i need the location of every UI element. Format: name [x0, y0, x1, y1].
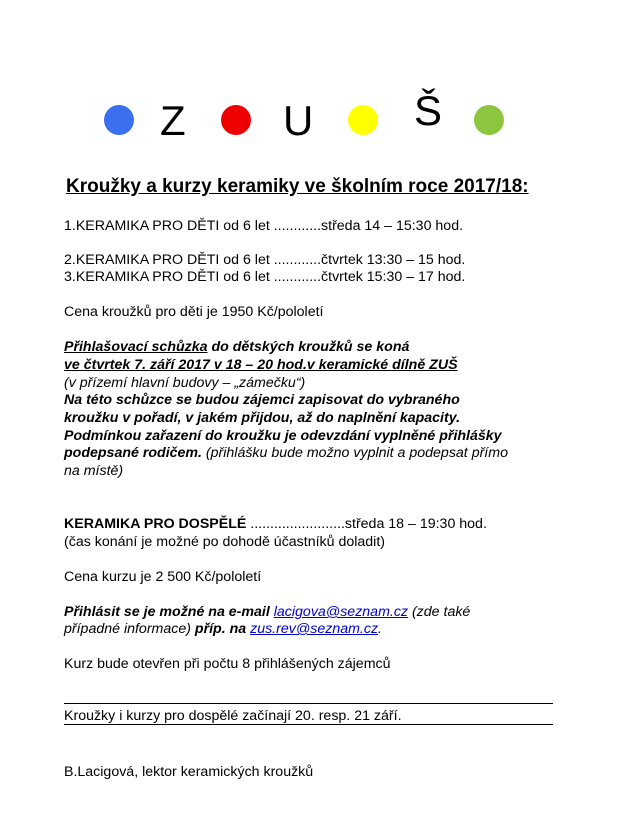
- adult-price: Cena kurzu je 2 500 Kč/pololetí: [64, 569, 262, 585]
- email-link-lacigova[interactable]: lacigova@seznam.cz: [273, 604, 409, 620]
- course-opening: Kurz bude otevřen při počtu 8 přihlášených zájemců: [64, 656, 391, 672]
- meeting-heading: Přihlašovací schůzka: [64, 339, 208, 355]
- register-bold: Přihlásit se je možné na e-mail: [64, 604, 274, 620]
- meeting-text-4-rest: (přihlášku bude možno vyplnit a podepsat přímo: [201, 445, 508, 461]
- meeting-heading-rest: do dětských kroužků se koná: [207, 339, 410, 355]
- green-dot: [474, 105, 504, 135]
- divider-bottom: [64, 724, 553, 725]
- divider-top: [64, 703, 553, 704]
- meeting-heading-line: [64, 338, 409, 356]
- register-line-2: [64, 620, 382, 638]
- blue-dot: [104, 105, 134, 135]
- meeting-text-5: na místě): [64, 463, 124, 479]
- email-link-zus[interactable]: zus.rev@seznam.cz: [250, 621, 379, 637]
- logo-letter-s: Š: [414, 87, 443, 134]
- meeting-text-2: kroužku v pořadí, v jakém přijdou, až do naplnění kapacity.: [64, 410, 461, 426]
- register-line-1: [64, 603, 470, 621]
- logo-letter-z: Z: [160, 97, 186, 144]
- course-3: 3.KERAMIKA PRO DĚTI od 6 let ............čtvrtek 15:30 – 17 hod.: [64, 269, 466, 285]
- meeting-text-1: Na této schůzce se budou zájemci zapisovat do vybraného: [64, 392, 460, 408]
- page-title: Kroužky a kurzy keramiky ve školním roce 2017/18:: [66, 176, 529, 197]
- register-rest: (zde také: [408, 604, 471, 620]
- meeting-location: (v přízemí hlavní budovy – „zámečku“): [64, 375, 306, 391]
- meeting-text-3: Podmínkou zařazení do kroužku je odevzdání vyplněné přihlášky: [64, 428, 502, 444]
- adult-course: [64, 515, 487, 533]
- course-1: 1.KERAMIKA PRO DĚTI od 6 let ............středa 14 – 15:30 hod.: [64, 218, 464, 234]
- course-2: 2.KERAMIKA PRO DĚTI od 6 let ............čtvrtek 13:30 – 15 hod.: [64, 252, 466, 268]
- register-alt: příp. na: [194, 621, 251, 637]
- signature: B.Lacigová, lektor keramických kroužků: [64, 764, 314, 780]
- meeting-text-4: [64, 444, 508, 462]
- start-note: Kroužky i kurzy pro dospělé začínají 20. resp. 21 září.: [64, 708, 402, 724]
- red-dot: [221, 105, 251, 135]
- yellow-dot: [348, 105, 378, 135]
- adult-course-time: ........................středa 18 – 19:30 hod.: [246, 516, 487, 532]
- register-info: případné informace): [64, 621, 195, 637]
- meeting-date: ve čtvrtek 7. září 2017 v 18 – 20 hod.v keramické dílně ZUŠ: [64, 357, 458, 373]
- logo-letter-u: U: [283, 97, 314, 144]
- adult-note: (čas konání je možné po dohodě účastníků doladit): [64, 534, 385, 550]
- child-price: Cena kroužků pro děti je 1950 Kč/pololetí: [64, 304, 324, 320]
- register-end: .: [378, 621, 382, 637]
- adult-course-label: KERAMIKA PRO DOSPĚLÉ: [64, 516, 247, 532]
- meeting-signed: podepsané rodičem.: [64, 445, 202, 461]
